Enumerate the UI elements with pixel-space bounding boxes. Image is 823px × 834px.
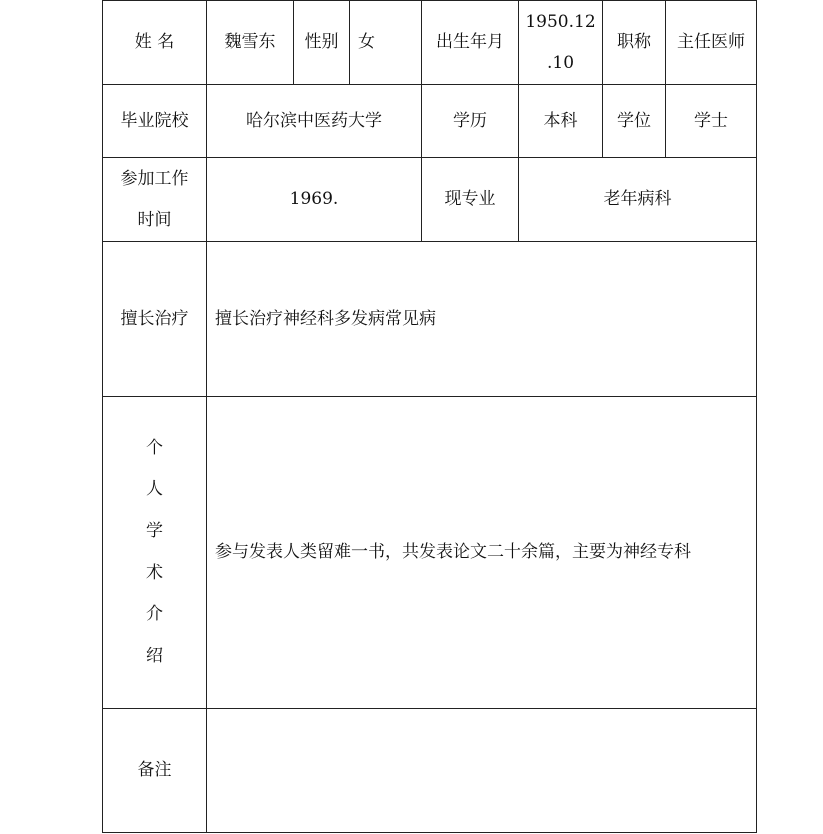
education-label: 学历 [422, 85, 519, 158]
row-basic-info [103, 1, 757, 85]
doctor-info-table [102, 0, 757, 833]
birth-label: 出生年月 [422, 1, 519, 85]
intro-label-vertical [146, 428, 163, 678]
intro-label-char: 术 [146, 562, 163, 583]
work-start-label-line1: 参加工作 [120, 168, 189, 189]
row-remarks [103, 709, 757, 833]
row-education [103, 85, 757, 158]
degree-label: 学位 [603, 85, 666, 158]
gender-label: 性别 [294, 1, 350, 85]
intro-label-char: 绍 [146, 645, 163, 666]
title-value: 主任医师 [666, 1, 757, 85]
specialty-label: 现专业 [422, 158, 519, 242]
birth-value-line1: 1950.12 [525, 11, 596, 32]
intro-label-char: 个 [146, 437, 163, 458]
expertise-value: 擅长治疗神经科多发病常见病 [207, 242, 757, 397]
specialty-value: 老年病科 [519, 158, 757, 242]
intro-value: 参与发表人类留难一书，共发表论文二十余篇，主要为神经专科 [207, 397, 757, 709]
expertise-label: 擅长治疗 [103, 242, 207, 397]
work-start-label [103, 158, 207, 242]
work-start-label-text [121, 159, 189, 241]
school-value: 哈尔滨中医药大学 [207, 85, 422, 158]
work-start-value: 1969. [207, 158, 422, 242]
row-work [103, 158, 757, 242]
birth-value [519, 1, 603, 85]
name-value: 魏雪东 [207, 1, 294, 85]
intro-label-char: 介 [146, 604, 163, 625]
row-academic-intro [103, 397, 757, 709]
school-label: 毕业院校 [103, 85, 207, 158]
title-label: 职称 [603, 1, 666, 85]
degree-value: 学士 [666, 85, 757, 158]
gender-value: 女 [350, 1, 422, 85]
education-value: 本科 [519, 85, 603, 158]
row-expertise [103, 242, 757, 397]
intro-label-char: 人 [146, 479, 163, 500]
intro-label-char: 学 [146, 520, 163, 541]
work-start-label-line2: 时间 [137, 209, 172, 230]
name-label: 姓 名 [103, 1, 207, 85]
intro-label [103, 397, 207, 709]
birth-value-line2: .10 [546, 52, 575, 73]
birth-value-text [525, 2, 595, 84]
remarks-value [207, 709, 757, 833]
remarks-label: 备注 [103, 709, 207, 833]
